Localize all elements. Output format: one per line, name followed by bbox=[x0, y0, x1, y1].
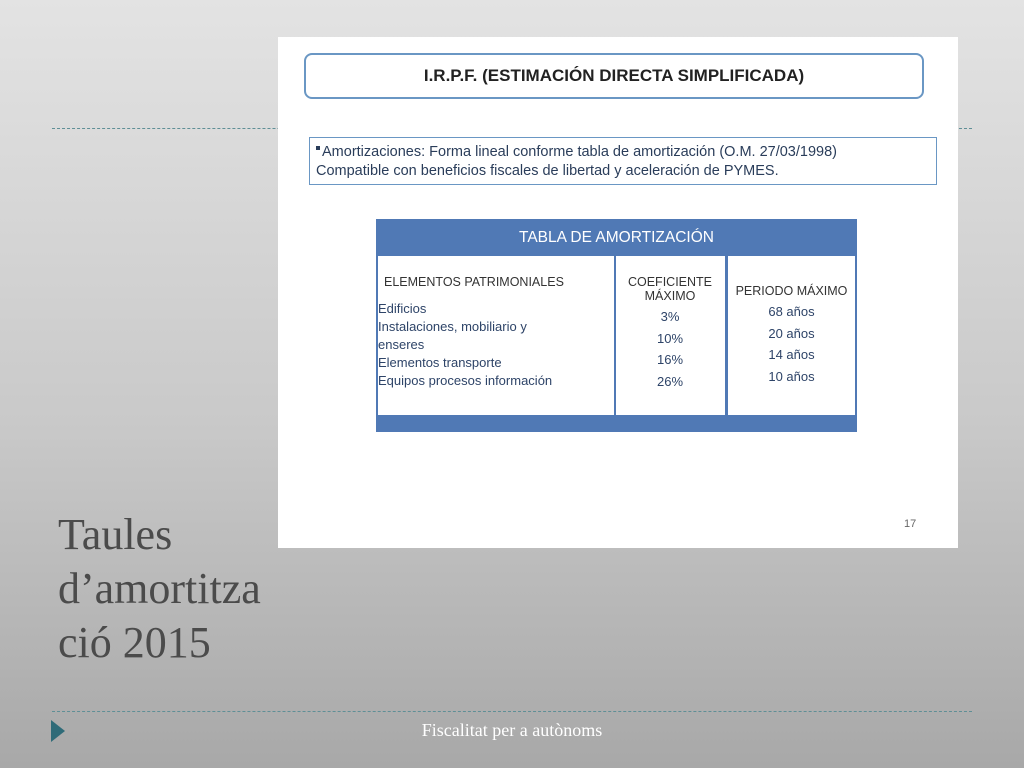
coefficient-header-line2: MÁXIMO bbox=[644, 289, 696, 303]
coefficient-value: 26% bbox=[656, 373, 684, 389]
footer-text: Fiscalitat per a autònoms bbox=[421, 720, 603, 740]
table-title: TABLA DE AMORTIZACIÓN bbox=[376, 219, 857, 256]
title-line-1: Taules bbox=[58, 510, 173, 559]
element-item: Edificios bbox=[378, 301, 427, 316]
period-header: PERIODO MÁXIMO bbox=[735, 284, 848, 298]
period-value: 14 años bbox=[768, 347, 815, 362]
irpf-heading: I.R.P.F. (ESTIMACIÓN DIRECTA SIMPLIFICADA) bbox=[304, 53, 924, 99]
period-value: 68 años bbox=[768, 304, 815, 319]
title-line-3: ció 2015 bbox=[58, 618, 211, 667]
period-value: 20 años bbox=[768, 325, 815, 341]
elements-header: ELEMENTOS PATRIMONIALES bbox=[384, 275, 564, 289]
element-item: enseres bbox=[378, 337, 425, 352]
element-item: Instalaciones, mobiliario y bbox=[378, 319, 527, 334]
embedded-page-number: 17 bbox=[904, 518, 917, 530]
bullet-icon bbox=[316, 146, 320, 150]
bottom-divider bbox=[52, 711, 972, 712]
amortization-table bbox=[376, 219, 857, 432]
slide-title bbox=[58, 508, 338, 670]
coefficient-value: 16% bbox=[656, 352, 684, 367]
element-item: Equipos procesos información bbox=[378, 373, 553, 388]
embedded-slide-image bbox=[278, 37, 958, 548]
note-line-2: Compatible con beneficios fiscales de libertad y aceleración de PYMES. bbox=[316, 163, 779, 179]
note-line-1: Amortizaciones: Forma lineal conforme tabla de amortización (O.M. 27/03/1998) bbox=[322, 144, 837, 160]
coefficient-column bbox=[614, 256, 726, 415]
elements-column bbox=[376, 256, 616, 415]
table-footer-bar bbox=[376, 415, 857, 432]
amortization-note bbox=[309, 137, 937, 185]
coefficient-value: 3% bbox=[660, 309, 680, 324]
element-item: Elementos transporte bbox=[378, 355, 502, 370]
coefficient-value: 10% bbox=[656, 330, 684, 346]
period-value: 10 años bbox=[768, 368, 815, 384]
coefficient-header-line1: COEFICIENTE bbox=[627, 275, 713, 289]
title-line-2: d’amortitza bbox=[58, 564, 261, 613]
period-column bbox=[726, 256, 857, 415]
